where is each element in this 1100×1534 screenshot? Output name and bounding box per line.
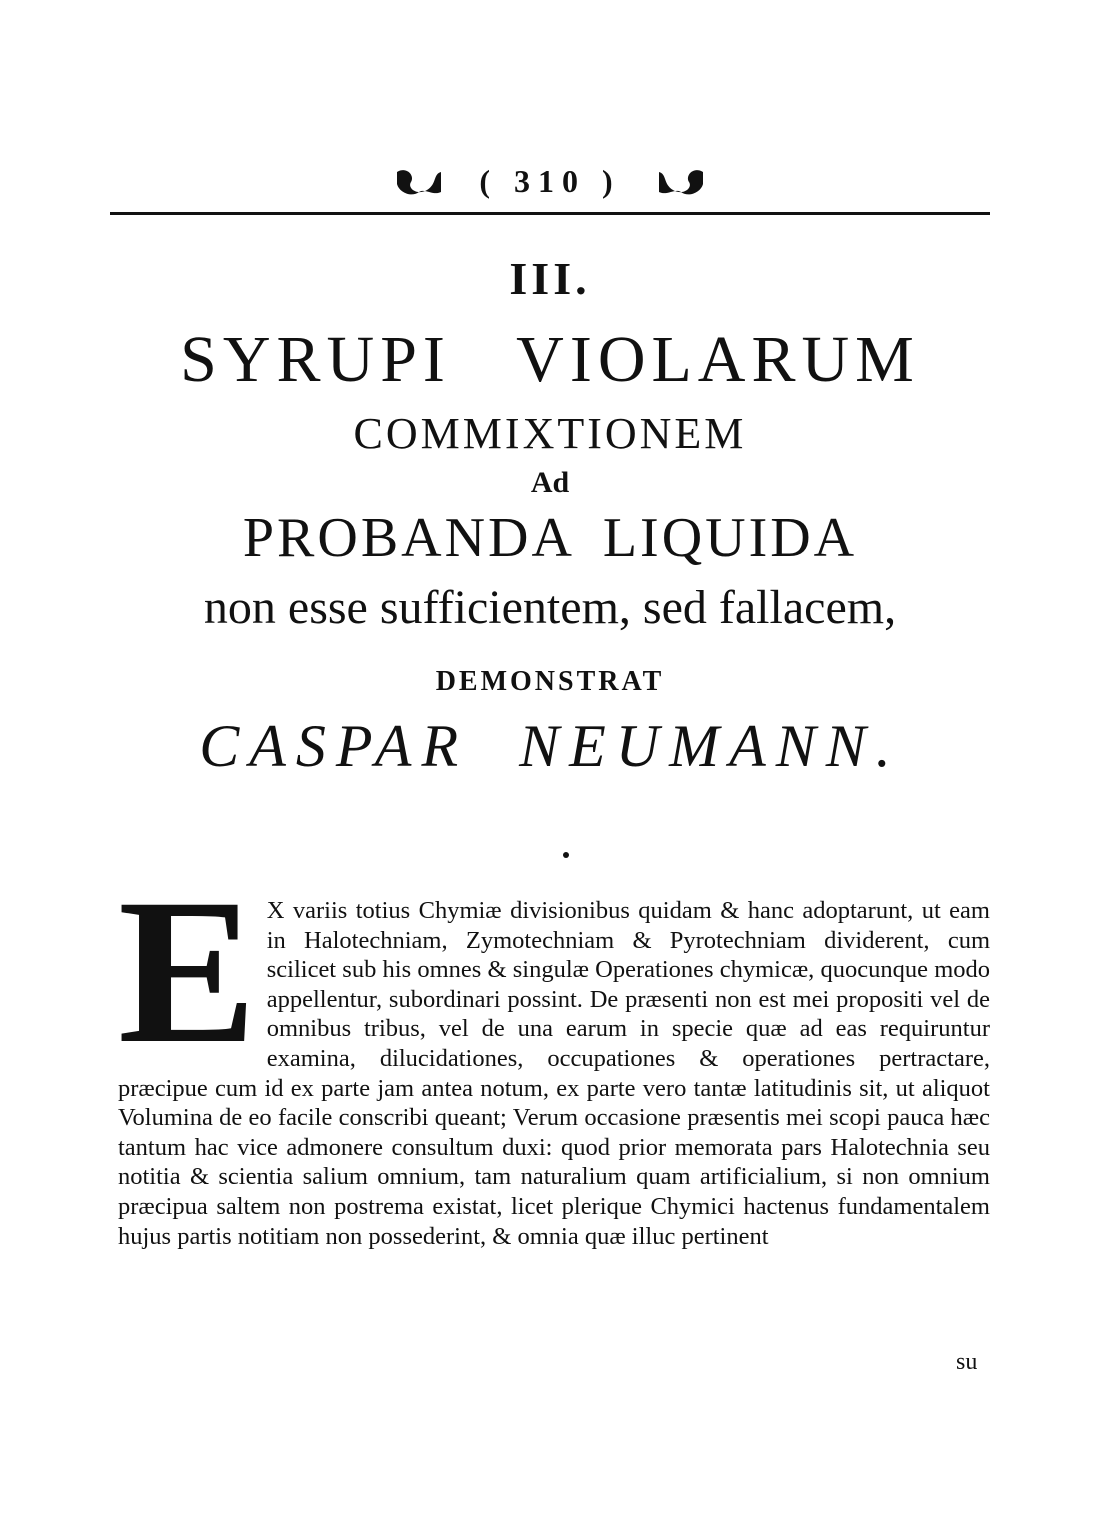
running-head	[0, 160, 1100, 210]
author-name: CASPAR NEUMANN.	[199, 713, 901, 779]
title-line-5: non esse sufficientem, sed fallacem,	[203, 581, 897, 634]
ornament-left-icon	[393, 166, 445, 198]
body-paragraph	[118, 856, 990, 1251]
separator-dot	[563, 852, 569, 858]
body-text: X variis totius Chymiæ divisionibus quidam & hanc adoptarunt, ut eam in Halotechniam, Zymotechniam & Pyrotechniam dividerent, cum scilicet sub his omnes & singulæ Operationes chymicæ, quocunque modo appellentur, subordinari possint. De præsenti non est mei propositi vel de omnibus tribus, vel de una earum in specie quæ ad eas requiruntur examina, dilucidationes, occupationes & operationes pertractare, præcipue cum id ex parte jam antea notum, ex parte vero tantæ latitudinis sit, ut aliquot Volumina de eo facile conscribi queant; Verum occasione præsentis mei scopi pauca hæc tantum hac vice admonere consultum duxi: quod prior memorata pars Halotechnia seu notitia & scientia salium omnium, tam naturalium quam artificialium, si non omnium præcipua saltem non postrema existat, licet plerique Chymici hactenus fundamentalem hujus partis notitiam non possederint, & omnia quæ illuc pertinent	[118, 897, 990, 1250]
title-line-2: COMMIXTIONEM	[353, 409, 747, 458]
title-line-4: PROBANDA LIQUIDA	[242, 507, 858, 569]
ornament-right-icon	[655, 166, 707, 198]
title-line-6: DEMONSTRAT	[435, 666, 665, 697]
title-line-3: Ad	[530, 466, 570, 499]
page-number: ( 310 )	[479, 163, 621, 200]
drop-cap: E	[118, 856, 257, 1086]
catchword: su	[956, 1349, 978, 1375]
header-rule	[110, 212, 990, 215]
title-line-1: SYRUPI VIOLARUM	[180, 323, 920, 396]
section-number: III.	[509, 253, 591, 304]
